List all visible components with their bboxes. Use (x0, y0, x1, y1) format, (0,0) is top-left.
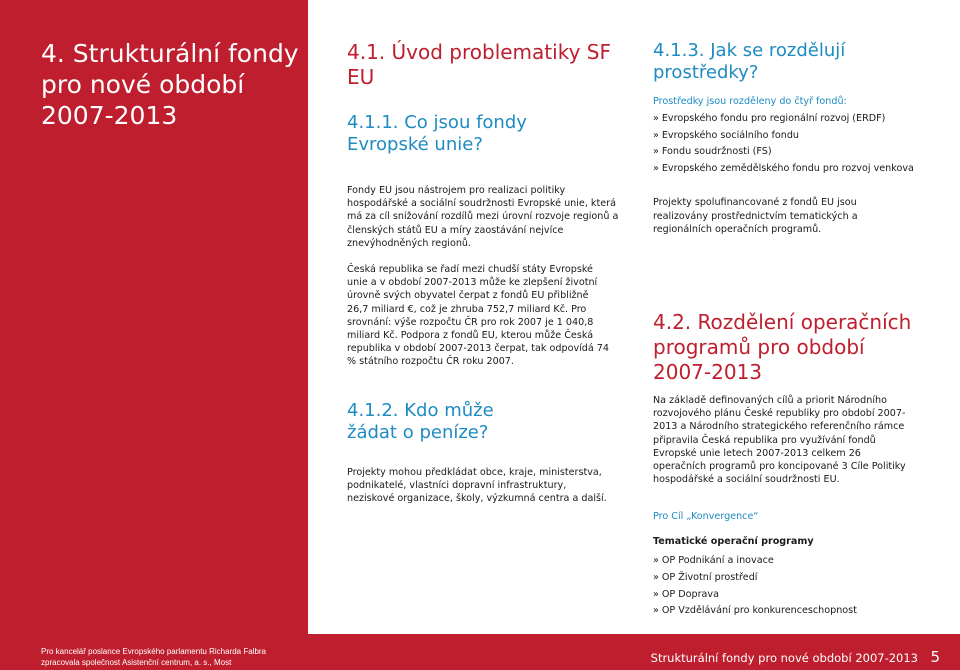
column-who (347, 400, 622, 506)
subsection-heading-distribution: 4.1.3. Jak se rozdělují prostředky? (653, 40, 846, 83)
chapter-title: 4. Strukturální fondy pro nové období 2007-2013 (41, 39, 299, 130)
paragraph-cofinanced: Projekty spolufinancované z fondů EU jsou realizovány prostřednictvím tematických a regionálních operačních programů. (653, 197, 858, 235)
list-item: » Evropského sociálního fondu (653, 129, 800, 141)
footer-title: Strukturální fondy pro nové období 2007-2013 (650, 651, 918, 665)
themes-title: Tematické operační programy (653, 536, 814, 548)
column-intro (347, 40, 622, 369)
sidebar-panel (0, 0, 308, 634)
column-programs (653, 310, 923, 620)
goal-convergence: Pro Cíl „Konvergence“ (653, 511, 759, 523)
subsection-heading-who: 4.1.2. Kdo může žádat o peníze? (347, 400, 494, 443)
paragraph-programs: Na základě definovaných cílů a priorit Národního rozvojového plánu České republiky pro období 2007-2013 a Národního strategického referenčního rámce připravila Česká republika pro využívání fondů Evropské unie letech 2007-2013 celkem 26 operačních programů pro koncipované 3 Cíle Politiky hospodářské a sociální soudržnosti EU. (653, 395, 906, 486)
paragraph-applicants: Projekty mohou předkládat obce, kraje, ministerstva, podnikatelé, vlastníci dopravní infrastruktury, neziskové organizace, školy, výzkumná centra a další. (347, 467, 607, 505)
list-item: » OP Vzdělávání pro konkurenceschopnost (653, 605, 857, 617)
list-item: » Evropského zemědělského fondu pro rozvoj venkova (653, 162, 914, 174)
paragraph-funds-definition: Fondy EU jsou nástrojem pro realizaci politiky hospodářské a sociální soudržnosti Evropské unie, která má za cíl snižování rozdílů mezi úrovní rozvoje regionů a členských států EU a míry zaostávání nejvíce znevýhodněných regionů. (347, 185, 619, 249)
list-item: » OP Životní prostředí (653, 572, 758, 584)
list-item: » OP Doprava (653, 588, 719, 600)
footer-credit-line: Pro kancelář poslance Evropského parlamentu Richarda Falbra (41, 647, 267, 656)
subsection-heading-what: 4.1.1. Co jsou fondy Evropské unie? (347, 112, 527, 155)
paragraph-czech-allocation: Česká republika se řadí mezi chudší státy Evropské unie a v období 2007-2013 může ke zlepšení životní úrovně svých obyvatel čerpat z fondů EU přibližně 26,7 miliard €, což je zhruba 752,7 miliard Kč. Pro srovnání: výše rozpočtu ČR pro rok 2007 je 1 040,8 miliard Kč. Podpora z fondů EU, kterou může Česká republika v období 2007-2013 čerpat, tak odpovídá 74 % státního rozpočtu ČR roku 2007. (347, 264, 610, 368)
funds-list (653, 111, 923, 177)
column-distribution (653, 40, 923, 236)
programs-list (653, 553, 923, 619)
section-heading-programs: 4.2. Rozdělení operačních programů pro období 2007-2013 (653, 310, 912, 384)
list-item: » Evropského fondu pro regionální rozvoj (ERDF) (653, 113, 886, 124)
page-footer (0, 634, 960, 670)
footer-credit (41, 647, 266, 668)
footer-credit-line: zpracovala společnost Asistenční centrum, a. s., Most (41, 657, 232, 667)
section-heading-intro: 4.1. Úvod problematiky SF EU (347, 40, 611, 89)
funds-lead: Prostředky jsou rozděleny do čtyř fondů: (653, 96, 847, 107)
list-item: » Fondu soudržnosti (FS) (653, 146, 772, 158)
list-item: » OP Podnikání a inovace (653, 555, 774, 567)
page-number: 5 (930, 648, 940, 666)
